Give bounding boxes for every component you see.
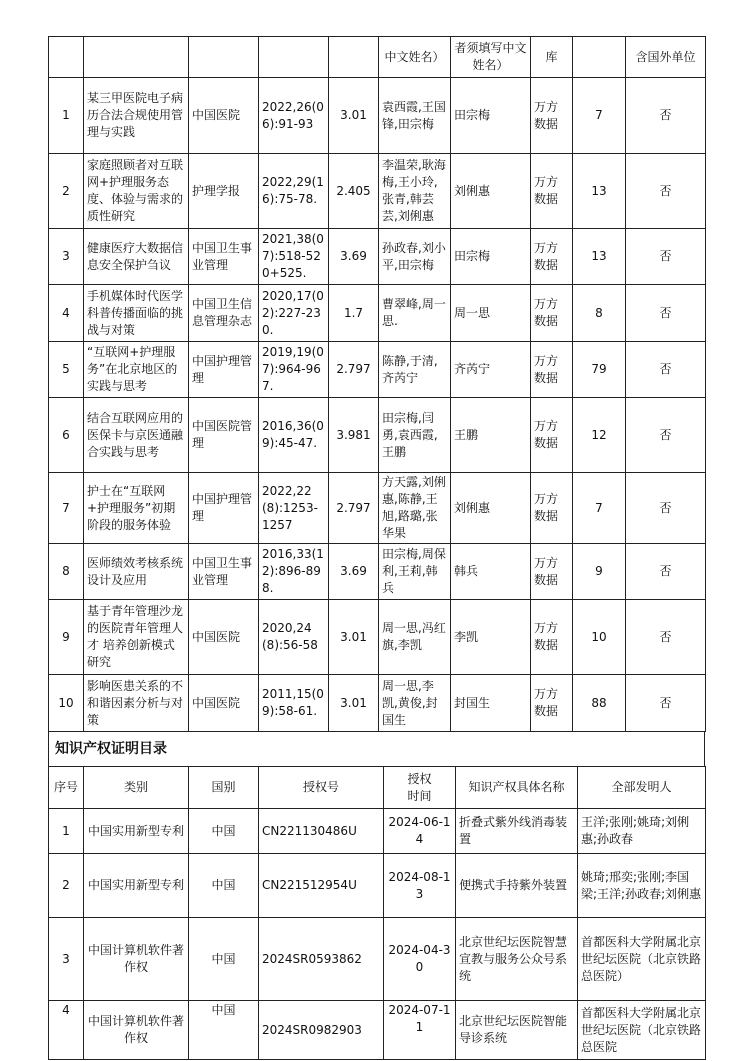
paper-citations: 8 — [573, 285, 626, 342]
paper-row — [49, 78, 706, 154]
ip-number: 2024SR0593862 — [259, 918, 384, 1001]
paper-impact-factor: 3.01 — [329, 675, 379, 732]
ip-no: 1 — [49, 809, 84, 854]
paper-citations: 88 — [573, 675, 626, 732]
paper-authors: 陈静,于清,齐芮宁 — [379, 342, 451, 398]
paper-database: 万方数据 — [531, 229, 573, 285]
paper-pub-info: 2019,19(07):964-967. — [259, 342, 329, 398]
paper-title: 家庭照顾者对互联网+护理服务态度、体验与需求的质性研究 — [84, 154, 189, 229]
paper-corresponding-author: 周一思 — [451, 285, 531, 342]
paper-pub-info: 2022,22(8):1253-1257 — [259, 473, 329, 544]
ip-number: CN221512954U — [259, 854, 384, 918]
papers-header-cell — [573, 37, 626, 78]
paper-pub-info: 2022,29(16):75-78. — [259, 154, 329, 229]
ip-type: 中国实用新型专利 — [84, 854, 189, 918]
paper-title: 护士在“互联网+护理服务”初期阶段的服务体验 — [84, 473, 189, 544]
paper-impact-factor: 3.01 — [329, 600, 379, 675]
paper-database: 万方数据 — [531, 675, 573, 732]
ip-row — [49, 809, 706, 854]
paper-corresponding-author: 刘俐惠 — [451, 154, 531, 229]
ip-header-country: 国别 — [189, 767, 259, 809]
ip-name: 北京世纪坛医院智慧宣教与服务公众号系统 — [456, 918, 578, 1001]
ip-date: 2024-04-30 — [384, 918, 456, 1001]
paper-no: 3 — [49, 229, 84, 285]
paper-impact-factor: 2.797 — [329, 473, 379, 544]
ip-country: 中国 — [189, 854, 259, 918]
paper-title: 影响医患关系的不和谐因素分析与对策 — [84, 675, 189, 732]
ip-inventors: 首都医科大学附属北京世纪坛医院（北京铁路总医院） — [578, 918, 706, 1001]
ip-header-number: 授权号 — [259, 767, 384, 809]
ip-header-inventors: 全部发明人 — [578, 767, 706, 809]
paper-citations: 13 — [573, 229, 626, 285]
paper-journal: 护理学报 — [189, 154, 259, 229]
paper-authors: 袁西霞,王国锋,田宗梅 — [379, 78, 451, 154]
paper-no: 7 — [49, 473, 84, 544]
paper-journal: 中国医院管理 — [189, 398, 259, 473]
ip-name: 便携式手持紫外装置 — [456, 854, 578, 918]
paper-pub-info: 2021,38(07):518-520+525. — [259, 229, 329, 285]
papers-header-cell — [49, 37, 84, 78]
paper-citations: 10 — [573, 600, 626, 675]
paper-citations: 13 — [573, 154, 626, 229]
paper-title: 结合互联网应用的医保卡与京医通融合实践与思考 — [84, 398, 189, 473]
paper-pub-info: 2020,17(02):227-230. — [259, 285, 329, 342]
ip-table — [48, 766, 706, 1060]
ip-inventors: 首都医科大学附属北京世纪坛医院（北京铁路总医院 — [578, 1001, 706, 1060]
ip-no: 4 — [49, 1001, 84, 1060]
ip-country: 中国 — [189, 809, 259, 854]
papers-header-cell — [84, 37, 189, 78]
paper-authors: 李温荣,耿海梅,王小玲,张青,韩芸芸,刘俐惠 — [379, 154, 451, 229]
papers-header-cell — [259, 37, 329, 78]
paper-title: 手机媒体时代医学科普传播面临的挑战与对策 — [84, 285, 189, 342]
paper-authors: 田宗梅,周保利,王莉,韩兵 — [379, 544, 451, 600]
paper-journal: 中国卫生事业管理 — [189, 544, 259, 600]
paper-journal: 中国护理管理 — [189, 342, 259, 398]
paper-database: 万方数据 — [531, 544, 573, 600]
paper-journal: 中国医院 — [189, 78, 259, 154]
ip-country: 中国 — [189, 1001, 259, 1060]
papers-header-row — [49, 37, 706, 78]
ip-name: 折叠式紫外线消毒装置 — [456, 809, 578, 854]
paper-corresponding-author: 韩兵 — [451, 544, 531, 600]
ip-type: 中国计算机软件著作权 — [84, 1001, 189, 1060]
paper-authors: 方天露,刘俐惠,陈静,王旭,路璐,张华果 — [379, 473, 451, 544]
paper-corresponding-author: 封国生 — [451, 675, 531, 732]
paper-row — [49, 544, 706, 600]
paper-foreign-unit: 否 — [626, 342, 706, 398]
paper-journal: 中国医院 — [189, 675, 259, 732]
paper-database: 万方数据 — [531, 154, 573, 229]
paper-authors: 田宗梅,闫勇,袁西霞,王鹏 — [379, 398, 451, 473]
paper-corresponding-author: 田宗梅 — [451, 229, 531, 285]
paper-title: 某三甲医院电子病历合法合规使用管理与实践 — [84, 78, 189, 154]
paper-corresponding-author: 刘俐惠 — [451, 473, 531, 544]
paper-corresponding-author: 田宗梅 — [451, 78, 531, 154]
ip-type: 中国实用新型专利 — [84, 809, 189, 854]
paper-foreign-unit: 否 — [626, 78, 706, 154]
ip-date: 2024-06-14 — [384, 809, 456, 854]
paper-foreign-unit: 否 — [626, 398, 706, 473]
papers-header-cell — [189, 37, 259, 78]
ip-no: 2 — [49, 854, 84, 918]
ip-row — [49, 918, 706, 1001]
paper-impact-factor: 2.405 — [329, 154, 379, 229]
paper-no: 2 — [49, 154, 84, 229]
papers-header-cell: 中文姓名） — [379, 37, 451, 78]
paper-database: 万方数据 — [531, 285, 573, 342]
ip-header-no: 序号 — [49, 767, 84, 809]
papers-table — [48, 36, 706, 732]
paper-journal: 中国卫生信息管理杂志 — [189, 285, 259, 342]
paper-pub-info: 2020,24(8):56-58 — [259, 600, 329, 675]
paper-no: 4 — [49, 285, 84, 342]
paper-row — [49, 285, 706, 342]
ip-inventors: 王洋;张刚;姚琦;刘俐惠;孙政春 — [578, 809, 706, 854]
paper-citations: 12 — [573, 398, 626, 473]
paper-row — [49, 342, 706, 398]
ip-header-date: 授权 时间 — [384, 767, 456, 809]
paper-impact-factor: 3.69 — [329, 544, 379, 600]
papers-header-cell: 含国外单位 — [626, 37, 706, 78]
paper-impact-factor: 3.01 — [329, 78, 379, 154]
paper-foreign-unit: 否 — [626, 473, 706, 544]
paper-journal: 中国护理管理 — [189, 473, 259, 544]
paper-citations: 79 — [573, 342, 626, 398]
ip-number: 2024SR0982903 — [259, 1001, 384, 1060]
paper-foreign-unit: 否 — [626, 154, 706, 229]
paper-foreign-unit: 否 — [626, 600, 706, 675]
paper-title: “互联网+护理服务”在北京地区的实践与思考 — [84, 342, 189, 398]
paper-database: 万方数据 — [531, 600, 573, 675]
paper-foreign-unit: 否 — [626, 285, 706, 342]
paper-foreign-unit: 否 — [626, 675, 706, 732]
paper-pub-info: 2011,15(09):58-61. — [259, 675, 329, 732]
paper-database: 万方数据 — [531, 398, 573, 473]
ip-date: 2024-08-13 — [384, 854, 456, 918]
paper-database: 万方数据 — [531, 78, 573, 154]
paper-row — [49, 675, 706, 732]
paper-pub-info: 2016,33(12):896-898. — [259, 544, 329, 600]
paper-citations: 7 — [573, 473, 626, 544]
paper-corresponding-author: 李凯 — [451, 600, 531, 675]
ip-country: 中国 — [189, 918, 259, 1001]
paper-no: 10 — [49, 675, 84, 732]
papers-header-cell: 库 — [531, 37, 573, 78]
ip-inventors: 姚琦;邢奕;张刚;李国梁;王洋;孙政春;刘俐惠 — [578, 854, 706, 918]
ip-no: 3 — [49, 918, 84, 1001]
paper-foreign-unit: 否 — [626, 229, 706, 285]
paper-row — [49, 600, 706, 675]
paper-database: 万方数据 — [531, 473, 573, 544]
paper-no: 8 — [49, 544, 84, 600]
ip-section-title: 知识产权证明目录 — [48, 732, 705, 766]
ip-name: 北京世纪坛医院智能导诊系统 — [456, 1001, 578, 1060]
paper-database: 万方数据 — [531, 342, 573, 398]
paper-authors: 曹翠峰,周一思. — [379, 285, 451, 342]
ip-header-name: 知识产权具体名称 — [456, 767, 578, 809]
ip-number: CN221130486U — [259, 809, 384, 854]
paper-title: 健康医疗大数据信息安全保护刍议 — [84, 229, 189, 285]
paper-row — [49, 229, 706, 285]
paper-corresponding-author: 齐芮宁 — [451, 342, 531, 398]
ip-date: 2024-07-11 — [384, 1001, 456, 1060]
ip-type: 中国计算机软件著作权 — [84, 918, 189, 1001]
paper-authors: 周一思,冯红旗,李凯 — [379, 600, 451, 675]
paper-row — [49, 473, 706, 544]
paper-citations: 9 — [573, 544, 626, 600]
paper-no: 9 — [49, 600, 84, 675]
document-page — [48, 36, 705, 1060]
ip-row — [49, 1001, 706, 1060]
ip-row — [49, 854, 706, 918]
paper-row — [49, 398, 706, 473]
paper-journal: 中国医院 — [189, 600, 259, 675]
paper-pub-info: 2016,36(09):45-47. — [259, 398, 329, 473]
paper-journal: 中国卫生事业管理 — [189, 229, 259, 285]
paper-impact-factor: 1.7 — [329, 285, 379, 342]
paper-title: 医师绩效考核系统设计及应用 — [84, 544, 189, 600]
papers-header-cell: 者须填写中文姓名） — [451, 37, 531, 78]
paper-authors: 孙政春,刘小平,田宗梅 — [379, 229, 451, 285]
paper-authors: 周一思,李凯,黄俊,封国生 — [379, 675, 451, 732]
paper-no: 6 — [49, 398, 84, 473]
paper-foreign-unit: 否 — [626, 544, 706, 600]
paper-title: 基于青年管理沙龙的医院青年管理人才 培养创新模式研究 — [84, 600, 189, 675]
papers-header-cell — [329, 37, 379, 78]
paper-citations: 7 — [573, 78, 626, 154]
paper-impact-factor: 2.797 — [329, 342, 379, 398]
paper-no: 5 — [49, 342, 84, 398]
paper-impact-factor: 3.69 — [329, 229, 379, 285]
paper-impact-factor: 3.981 — [329, 398, 379, 473]
paper-row — [49, 154, 706, 229]
paper-no: 1 — [49, 78, 84, 154]
ip-header-type: 类别 — [84, 767, 189, 809]
paper-corresponding-author: 王鹏 — [451, 398, 531, 473]
paper-pub-info: 2022,26(06):91-93 — [259, 78, 329, 154]
ip-header-row — [49, 767, 706, 809]
